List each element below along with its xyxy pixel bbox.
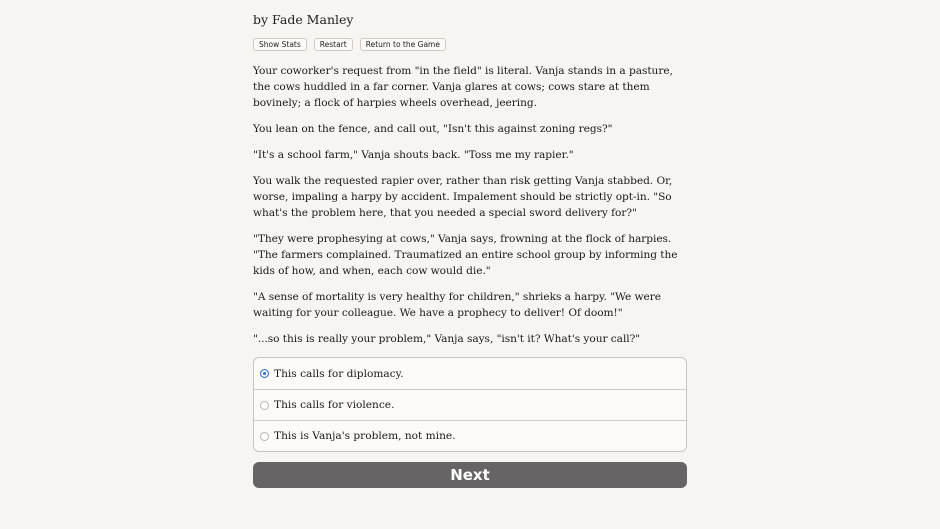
choice-label: This calls for violence. bbox=[274, 399, 395, 411]
story-paragraph: You walk the requested rapier over, rather than risk getting Vanja stabbed. Or, worse, impaling a harpy by accident. Impalement should be strictly opt-in. "So what's the problem here, that you needed a special sword delivery for?" bbox=[253, 175, 673, 219]
author-byline: by Fade Manley bbox=[253, 12, 354, 27]
story-text bbox=[253, 63, 687, 347]
choice-label: This is Vanja's problem, not mine. bbox=[274, 430, 456, 442]
radio-unselected-icon[interactable] bbox=[260, 432, 269, 441]
choice-option-vanjas-problem[interactable] bbox=[254, 420, 686, 451]
restart-button[interactable]: Restart bbox=[314, 38, 353, 51]
choice-option-diplomacy[interactable] bbox=[254, 358, 686, 389]
story-container bbox=[253, 10, 687, 488]
choice-list bbox=[253, 357, 687, 452]
radio-unselected-icon[interactable] bbox=[260, 401, 269, 410]
choice-label: This calls for diplomacy. bbox=[274, 367, 404, 380]
story-paragraph: "They were prophesying at cows," Vanja says, frowning at the flock of harpies. "The farmers complained. Traumatized an entire school group by informing the kids of how, and when, each cow would die." bbox=[253, 233, 678, 277]
story-paragraph: "A sense of mortality is very healthy for children," shrieks a harpy. "We were waiting for your colleague. We have a prophecy to deliver! Of doom!" bbox=[253, 291, 661, 319]
story-paragraph: "It's a school farm," Vanja shouts back. "Toss me my rapier." bbox=[253, 149, 574, 161]
toolbar bbox=[253, 38, 687, 51]
story-paragraph: Your coworker's request from "in the field" is literal. Vanja stands in a pasture, the cows huddled in a far corner. Vanja glares at cows; cows stare at them bovinely; a flock of harpies wheels overhead, jeering. bbox=[253, 65, 673, 109]
radio-selected-icon[interactable] bbox=[260, 369, 269, 378]
choice-option-violence[interactable] bbox=[254, 389, 686, 420]
story-paragraph: "...so this is really your problem," Vanja says, "isn't it? What's your call?" bbox=[253, 333, 641, 345]
next-button[interactable]: Next bbox=[253, 462, 687, 488]
return-to-game-button[interactable]: Return to the Game bbox=[360, 38, 446, 51]
story-paragraph: You lean on the fence, and call out, "Isn't this against zoning regs?" bbox=[253, 123, 613, 135]
show-stats-button[interactable]: Show Stats bbox=[253, 38, 307, 51]
